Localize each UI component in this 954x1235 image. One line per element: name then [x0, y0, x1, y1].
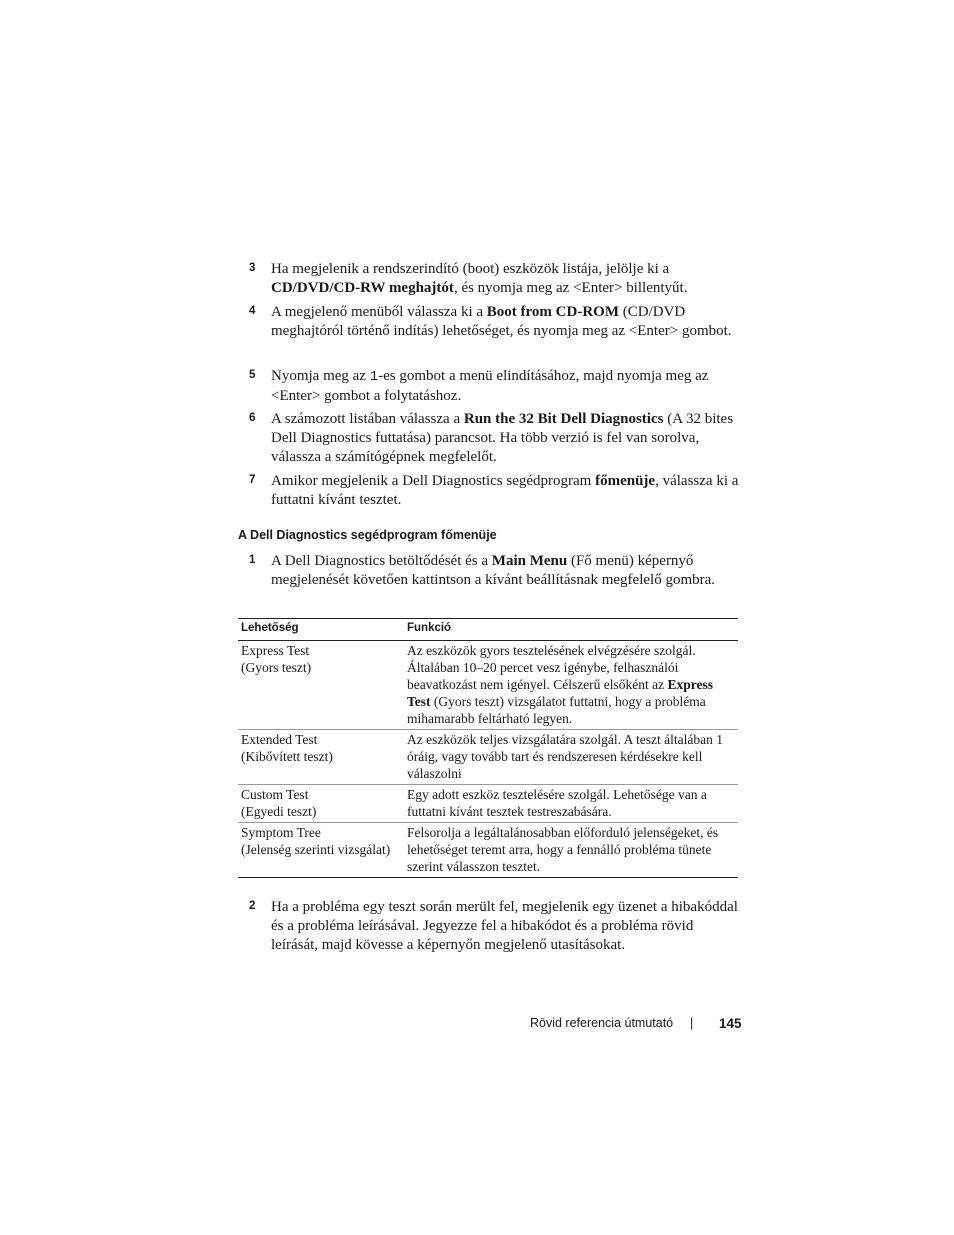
- option-cell: [238, 730, 404, 785]
- text-run: Egy adott eszköz tesztelésére szolgál. Lehetősége van a futtatni kívánt tesztek testreszabására.: [407, 787, 707, 819]
- text-run: Ha megjelenik a rendszerindító (boot) eszközök listája, jelölje ki a: [271, 261, 670, 277]
- text-run: (Gyors teszt) vizsgálatot futtatni, hogy a probléma mihamarabb feltárható legyen.: [407, 694, 706, 726]
- text-run: A megjelenő menüből válassza ki a: [271, 304, 487, 320]
- text-run: , válassza ki a futtatni kívánt tesztet.: [271, 473, 739, 508]
- step-text: [271, 898, 741, 955]
- page-number: 145: [719, 1016, 742, 1031]
- table-row: [238, 785, 738, 823]
- step-number: 2: [249, 900, 256, 912]
- step-number: 4: [249, 305, 256, 317]
- step-number: 5: [249, 369, 256, 381]
- step-text: [271, 303, 741, 341]
- column-header-option: Lehetőség: [238, 619, 404, 641]
- text-run: Amikor megjelenik a Dell Diagnostics segédprogram: [271, 473, 596, 489]
- text-run: (Fő menü) képernyő megjelenését követően kattintson a kívánt beállításnak megfelelő gombra.: [271, 553, 716, 588]
- step-number: 3: [249, 262, 256, 274]
- step-number: 6: [249, 412, 256, 424]
- text-run: Ha a probléma egy teszt során merült fel, megjelenik egy üzenet a hibakóddal és a probléma leírásával. Jegyezze fel a hibakódot és a probléma rövid leírását, majd kövesse a képernyőn megjelenő utasításokat.: [271, 899, 738, 953]
- option-name: Custom Test: [241, 787, 309, 802]
- function-cell: [404, 785, 738, 823]
- table-row: [238, 641, 738, 730]
- options-table: [238, 618, 738, 878]
- text-run: Nyomja meg az: [271, 368, 370, 384]
- column-header-function: Funkció: [404, 619, 738, 641]
- text-run: -es gombot a menü elindításához, majd nyomja meg az <Enter> gombot a folytatáshoz.: [271, 368, 709, 404]
- function-cell: [404, 730, 738, 785]
- step-number: 1: [249, 554, 256, 566]
- option-translation: (Egyedi teszt): [241, 804, 317, 819]
- step-text: [271, 260, 741, 298]
- option-translation: (Kibővített teszt): [241, 749, 333, 764]
- option-name: Symptom Tree: [241, 825, 321, 840]
- bold-text: Run the 32 Bit Dell Diagnostics: [463, 411, 664, 427]
- text-run: , és nyomja meg az <Enter> billentyűt.: [453, 280, 688, 296]
- text-run: Felsorolja a legáltalánosabban előforduló jelenségeket, és lehetőséget teremt arra, hogy a fennálló probléma tünete szerint válasszon tesztet.: [407, 825, 719, 874]
- text-run: Az eszközök gyors tesztelésének elvégzésére szolgál. Általában 10–20 percet vesz igénybe, felhasználói beavatkozást nem igényel. Célszerű elsőként az: [407, 643, 696, 692]
- step-number: 7: [249, 474, 256, 486]
- option-name: Express Test: [241, 643, 310, 658]
- step-text: [271, 367, 741, 406]
- table-header-row: [238, 619, 738, 641]
- bold-text: CD/DVD/CD-RW meghajtót: [271, 280, 454, 296]
- key-text: 1: [369, 369, 379, 385]
- text-run: Az eszközök teljes vizsgálatára szolgál. A teszt általában 1 óráig, vagy tovább tart és rendszeresen kérdésekre kell válaszolni: [407, 732, 724, 781]
- text-run: (A 32 bites Dell Diagnostics futtatása) parancsot. Ha több verzió is fel van sorolva, válassza a számítógépnek megfelelőt.: [271, 411, 734, 465]
- bold-text: Main Menu: [491, 553, 568, 569]
- text-run: (CD/DVD meghajtóról történő indítás) lehetőséget, és nyomja meg az <Enter> gombot.: [271, 304, 732, 339]
- option-translation: (Jelenség szerinti vizsgálat): [241, 842, 391, 857]
- step-text: [271, 472, 741, 510]
- bold-text: Boot from CD-ROM: [486, 304, 619, 320]
- table-row: [238, 823, 738, 878]
- function-cell: [404, 641, 738, 730]
- step-text: [271, 552, 741, 590]
- option-cell: [238, 641, 404, 730]
- section-heading: A Dell Diagnostics segédprogram főmenüje: [238, 528, 497, 542]
- table-row: [238, 730, 738, 785]
- step-text: [271, 410, 741, 467]
- footer-separator: |: [690, 1016, 694, 1030]
- bold-text: Express Test: [407, 677, 714, 709]
- bold-text: főmenüje: [595, 473, 656, 489]
- option-translation: (Gyors teszt): [241, 660, 312, 675]
- text-run: A számozott listában válassza a: [271, 411, 464, 427]
- option-cell: [238, 785, 404, 823]
- footer-title: Rövid referencia útmutató: [530, 1016, 674, 1030]
- text-run: A Dell Diagnostics betöltődését és a: [271, 553, 492, 569]
- option-cell: [238, 823, 404, 878]
- option-name: Extended Test: [241, 732, 318, 747]
- function-cell: [404, 823, 738, 878]
